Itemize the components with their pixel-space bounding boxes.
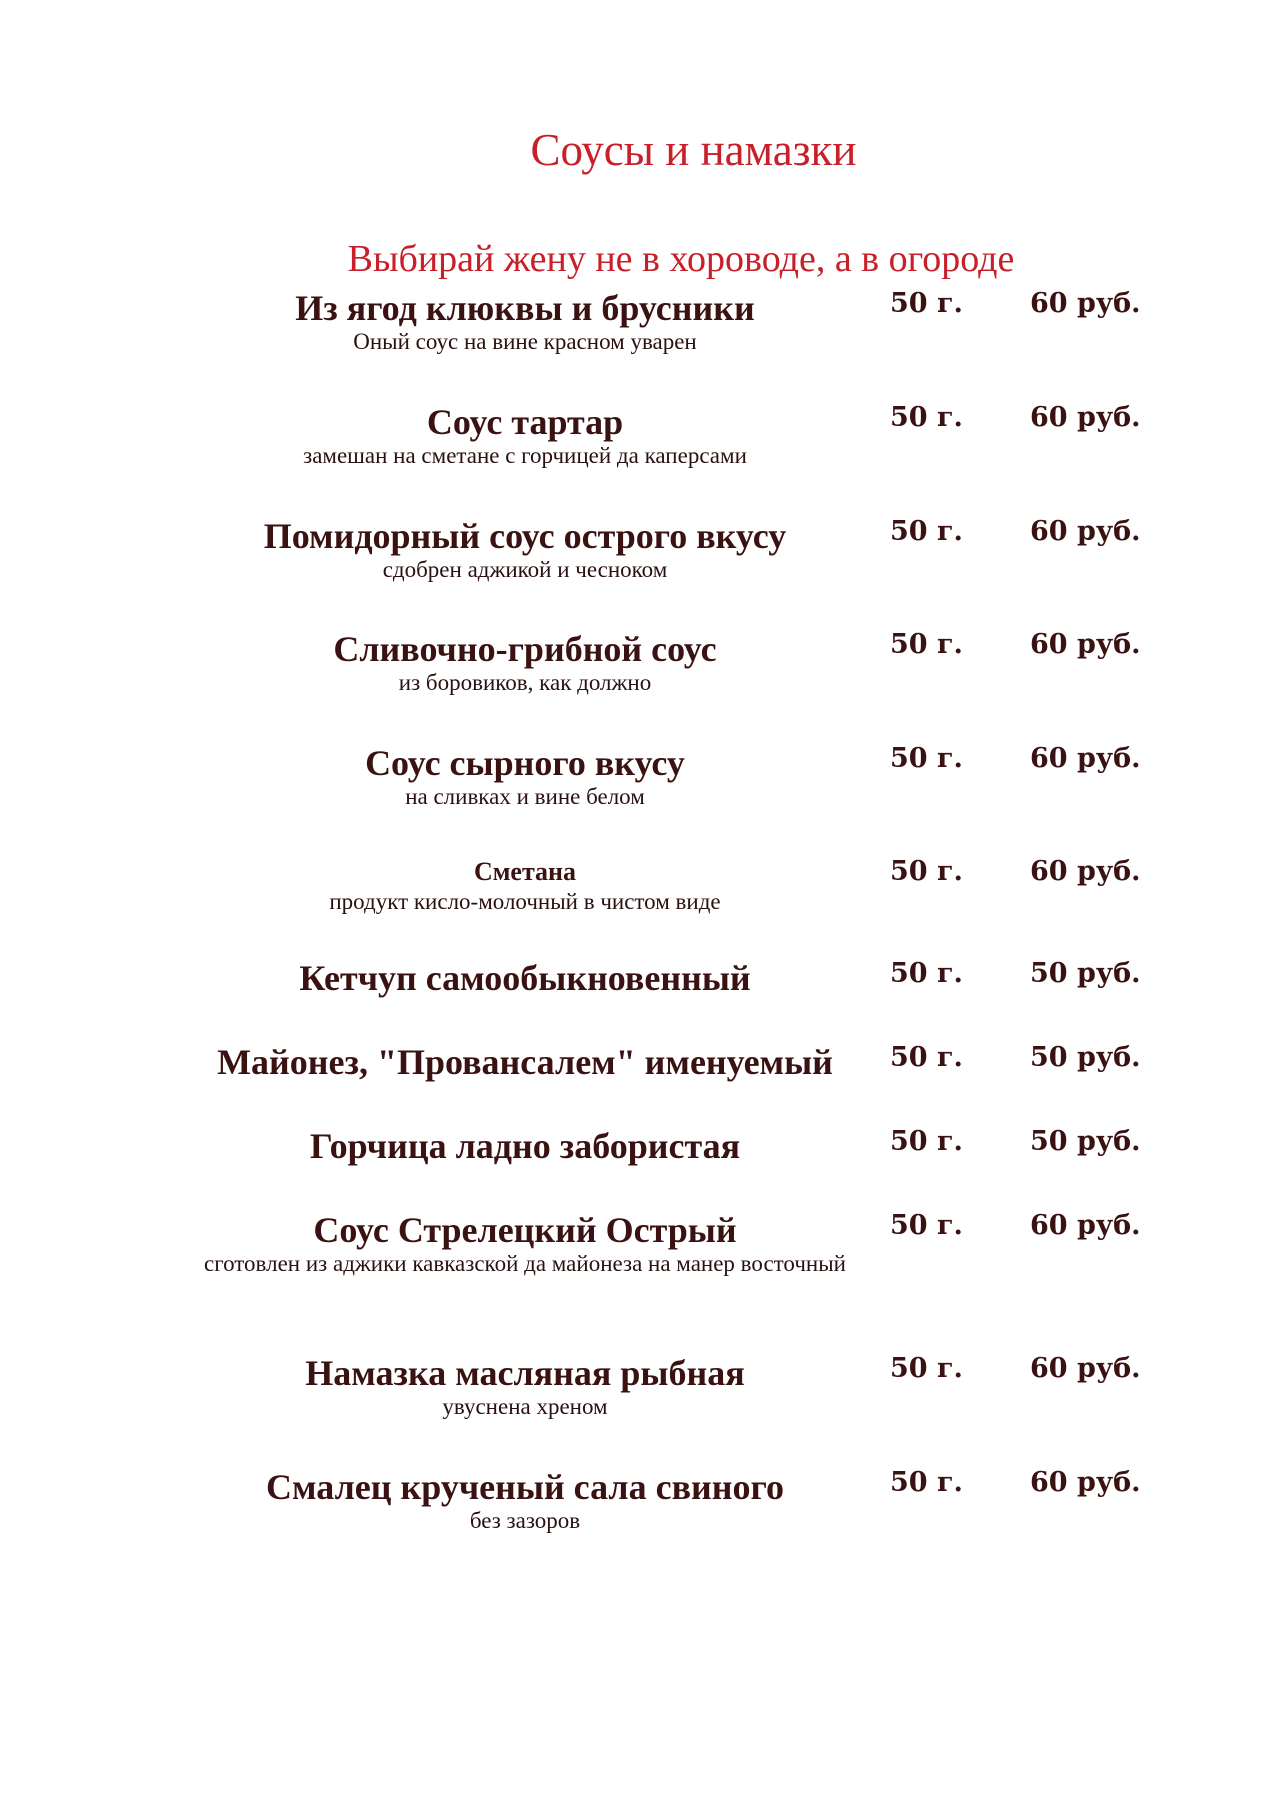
item-name: Из ягод клюквы и брусники <box>295 288 755 328</box>
menu-item <box>0 1467 1272 1577</box>
menu-item <box>0 288 1272 398</box>
item-price: 60 руб. <box>1030 516 1141 547</box>
menu-item <box>0 743 1272 853</box>
item-weight: 50 г. <box>890 1467 963 1498</box>
item-name-block <box>185 1467 865 1535</box>
item-description: Оный соус на вине красном уварен <box>353 329 697 354</box>
item-name: Кетчуп самообыкновенный <box>299 958 751 998</box>
item-description: без зазоров <box>469 1508 581 1533</box>
proverb-text: Выбирай жену не в хороводе, а в огороде <box>347 238 1015 280</box>
item-price: 60 руб. <box>1030 1210 1141 1241</box>
item-name: Соус тартар <box>426 402 624 442</box>
item-name-block <box>185 1353 865 1421</box>
item-weight: 50 г. <box>890 516 963 547</box>
menu-item <box>0 1210 1272 1350</box>
item-price: 60 руб. <box>1030 1467 1141 1498</box>
item-name: Сливочно-грибной соус <box>333 629 717 669</box>
item-weight: 50 г. <box>890 288 963 319</box>
item-price: 60 руб. <box>1030 288 1141 319</box>
item-name: Смалец крученый сала свиного <box>266 1467 784 1507</box>
item-name: Помидорный соус острого вкусу <box>263 516 787 556</box>
item-name-block <box>185 288 865 356</box>
item-name-block <box>185 856 865 916</box>
item-price: 50 руб. <box>1030 958 1141 989</box>
menu-item <box>0 629 1272 739</box>
item-weight: 50 г. <box>890 629 963 660</box>
menu-item <box>0 1353 1272 1463</box>
item-weight: 50 г. <box>890 1210 963 1241</box>
item-price: 60 руб. <box>1030 856 1141 887</box>
item-weight: 50 г. <box>890 1042 963 1073</box>
menu-title-text: Соусы и намазки <box>530 125 857 175</box>
item-description: продукт кисло-молочный в чистом виде <box>329 889 721 914</box>
item-name: Майонез, "Провансалем" именуемый <box>217 1042 833 1082</box>
item-price: 60 руб. <box>1030 1353 1141 1384</box>
item-name-block <box>185 402 865 470</box>
item-name: Намазка масляная рыбная <box>305 1353 745 1393</box>
item-weight: 50 г. <box>890 402 963 433</box>
item-description: из боровиков, как должно <box>398 670 652 695</box>
item-description: сготовлен из аджики кавказской да майонеза на манер восточный <box>204 1251 846 1276</box>
item-name: Сметана <box>473 857 577 886</box>
item-name-block <box>185 629 865 697</box>
item-name-block <box>185 958 865 998</box>
item-price: 50 руб. <box>1030 1042 1141 1073</box>
item-name-block <box>185 1210 865 1278</box>
item-weight: 50 г. <box>890 1126 963 1157</box>
item-weight: 50 г. <box>890 743 963 774</box>
item-name-block <box>185 516 865 584</box>
menu-item <box>0 856 1272 966</box>
item-weight: 50 г. <box>890 958 963 989</box>
item-description: увуснена хреном <box>442 1394 608 1419</box>
item-description: на сливках и вине белом <box>405 784 645 809</box>
item-name-block <box>185 743 865 811</box>
item-description: замешан на сметане с горчицей да каперсами <box>303 443 747 468</box>
item-description: сдобрен аджикой и чесноком <box>382 557 668 582</box>
item-price: 50 руб. <box>1030 1126 1141 1157</box>
item-price: 60 руб. <box>1030 743 1141 774</box>
menu-item <box>0 516 1272 626</box>
item-name-block <box>185 1042 865 1082</box>
item-price: 60 руб. <box>1030 402 1141 433</box>
menu-title <box>0 125 1272 175</box>
item-price: 60 руб. <box>1030 629 1141 660</box>
item-name: Соус Стрелецкий Острый <box>313 1210 737 1250</box>
item-weight: 50 г. <box>890 1353 963 1384</box>
menu-item <box>0 402 1272 512</box>
proverb <box>0 240 1272 278</box>
item-weight: 50 г. <box>890 856 963 887</box>
item-name: Горчица ладно забористая <box>309 1126 741 1166</box>
item-name-block <box>185 1126 865 1166</box>
item-name: Соус сырного вкусу <box>365 743 685 783</box>
